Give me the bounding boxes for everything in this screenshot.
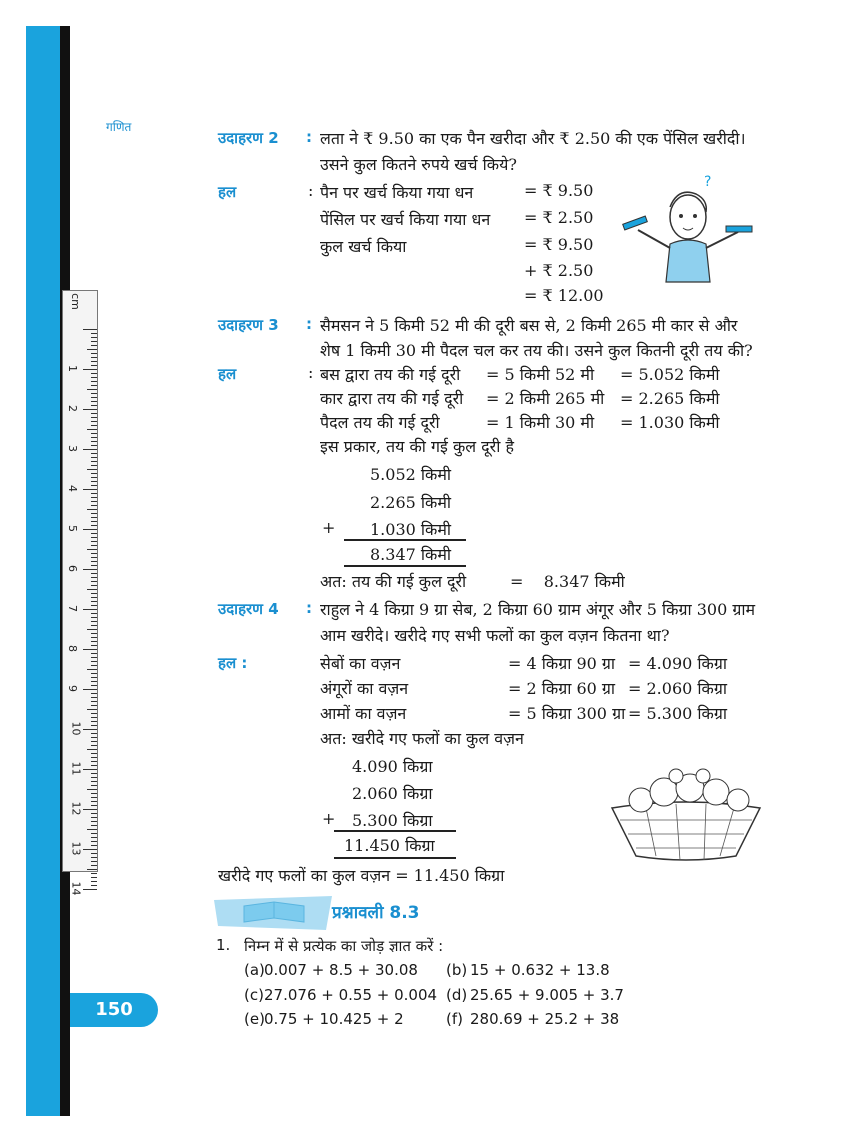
ruler-tick [91,537,97,538]
example3-plus: + [322,518,336,537]
part-b-expr: 15 + 0.632 + 13.8 [470,961,610,979]
example3-result-val: = 8.347 किमी [510,572,625,591]
example4-intro: अत: खरीदे गए फलों का कुल वज़न [320,729,524,748]
example4-row3-mid: = 5 किग्रा 300 ग्रा [508,704,626,723]
example4-question-line1: राहुल ने 4 किग्रा 9 ग्रा सेब, 2 किग्रा 60 ग्राम अंगूर और 5 किग्रा 300 ग्राम [320,600,756,619]
girl-with-pencil-illustration [618,172,758,284]
ruler-tick [91,693,97,694]
ruler-tick [87,509,97,510]
ruler-tick [91,733,97,734]
ruler-tick [91,461,97,462]
ruler-tick [87,749,97,750]
ruler-tick [91,445,97,446]
ruler-tick [91,517,97,518]
ruler-tick [91,393,97,394]
ruler-tick [91,845,97,846]
ruler-tick [91,701,97,702]
part-e-id: (e) [244,1010,265,1028]
ruler-number: 5 [66,525,79,532]
ruler-tick [91,801,97,802]
ruler-tick [91,633,97,634]
example3-row2-mid: = 2 किमी 265 मी [486,389,605,408]
ruler-tick [91,361,97,362]
ruler-tick [91,677,97,678]
ruler-tick [91,533,97,534]
ruler-tick [91,877,97,878]
ruler-number: 11 [69,761,83,776]
ruler-tick [91,697,97,698]
example4-row2-desc: अंगूरों का वज़न [320,679,409,698]
example4-row3-val: = 5.300 किग्रा [628,704,727,723]
ruler-tick [91,705,97,706]
ruler-number: 8 [66,645,79,652]
example4-solution-label: हल : [218,654,248,672]
example4-colon: : [306,599,312,617]
ruler-tick [91,493,97,494]
example3-row3-desc: पैदल तय की गई दूरी [320,413,440,432]
example3-row3-mid: = 1 किमी 30 मी [486,413,595,432]
ruler-tick [91,565,97,566]
ruler-tick [91,541,97,542]
ruler-tick [91,573,97,574]
ruler-tick [91,593,97,594]
ruler-tick [91,885,97,886]
example2-row3-val: = ₹ 9.50 [524,235,594,254]
example3-row1-val: = 5.052 किमी [620,365,720,384]
ruler-number: 3 [66,445,79,452]
side-color-strip [26,26,60,1116]
ruler-tick [91,741,97,742]
ruler-tick [91,773,97,774]
ruler-tick [91,477,97,478]
ruler-tick [91,377,97,378]
page-number-badge: 150 [70,993,158,1027]
fruit-basket-illustration [606,768,766,864]
ruler-tick [91,581,97,582]
example3-total: 8.347 किमी [370,545,452,564]
example3-row3-val: = 1.030 किमी [620,413,720,432]
ruler-number: 4 [66,485,79,492]
ruler-tick [91,665,97,666]
ruler-tick [83,569,97,570]
ruler-tick [83,769,97,770]
ruler-tick [91,757,97,758]
ruler-tick [91,381,97,382]
ruler-tick [91,497,97,498]
example4-result: खरीदे गए फलों का कुल वज़न = 11.450 किग्रा [218,866,505,885]
example4-sum-1: 4.090 किग्रा [352,757,433,776]
ruler-tick [91,341,97,342]
ruler-tick [91,413,97,414]
ruler-tick [91,365,97,366]
ruler-tick [91,817,97,818]
ruler-tick [83,849,97,850]
ruler-tick [91,337,97,338]
part-f-id: (f) [446,1010,463,1028]
part-a-expr: 0.007 + 8.5 + 30.08 [264,961,418,979]
ruler-tick [91,585,97,586]
ruler-tick [91,605,97,606]
ruler-tick [91,825,97,826]
example4-total: 11.450 किग्रा [344,836,435,855]
ruler-tick [91,737,97,738]
ruler-tick [91,837,97,838]
example3-label: उदाहरण 3 [218,316,279,334]
ruler-tick [91,657,97,658]
ruler-tick [91,353,97,354]
ruler-number: 1 [66,365,79,372]
example4-label: उदाहरण 4 [218,600,279,618]
part-f-expr: 280.69 + 25.2 + 38 [470,1010,620,1028]
ruler-tick [91,641,97,642]
ruler-tick [83,529,97,530]
ruler-tick [91,473,97,474]
ruler-tick [91,625,97,626]
ruler-tick [83,489,97,490]
ruler-tick [91,841,97,842]
ruler-tick [91,761,97,762]
ruler-tick [87,469,97,470]
ruler-tick [91,557,97,558]
example2-colon: : [306,128,312,146]
ruler-tick [91,865,97,866]
part-c-id: (c) [244,986,264,1004]
ruler-tick [83,689,97,690]
ruler-tick [91,457,97,458]
ruler-tick [91,333,97,334]
part-c-expr: 27.076 + 0.55 + 0.004 [264,986,438,1004]
example4-row3-desc: आमों का वज़न [320,704,407,723]
ruler-tick [91,357,97,358]
ruler-tick [91,785,97,786]
ruler-tick [91,881,97,882]
ruler-tick [91,685,97,686]
ruler-tick [87,549,97,550]
ruler-tick [83,609,97,610]
ruler-tick [83,889,97,890]
example3-row1-mid: = 5 किमी 52 मी [486,365,595,384]
example3-sum-line-top [344,539,466,541]
example3-intro: इस प्रकार, तय की गई कुल दूरी है [320,437,514,456]
ruler-tick [83,449,97,450]
ruler-tick [91,753,97,754]
part-d-id: (d) [446,986,468,1004]
part-b-id: (b) [446,961,468,979]
ruler-tick [87,709,97,710]
ruler-tick [91,777,97,778]
ruler-tick [87,669,97,670]
example3-row1-desc: बस द्वारा तय की गई दूरी [320,365,461,384]
ruler-number: 14 [69,881,83,896]
exercise-banner-book-icon [214,896,332,930]
example4-sum-line-bottom [334,857,456,859]
svg-text:?: ? [704,174,712,190]
ruler-tick [91,437,97,438]
ruler-tick [91,561,97,562]
ruler-tick [83,649,97,650]
ruler-tick [83,809,97,810]
example4-question-line2: आम खरीदे। खरीदे गए सभी फलों का कुल वज़न कितना था? [320,626,670,645]
ruler-number: 9 [66,685,79,692]
ruler-tick [91,745,97,746]
ruler-number: 10 [69,721,83,736]
example4-sum-3: 5.300 किग्रा [352,811,433,830]
ruler-number: 7 [66,605,79,612]
ruler-tick [91,397,97,398]
ruler-tick [91,485,97,486]
ruler-tick [91,401,97,402]
ruler-image [62,290,98,896]
example3-solution-label: हल [218,365,237,383]
ruler-tick [91,525,97,526]
ruler-tick [91,645,97,646]
ruler-tick [91,505,97,506]
ruler-tick [87,589,97,590]
ruler-tick [91,521,97,522]
example3-question-line1: सैमसन ने 5 किमी 52 मी की दूरी बस से, 2 किमी 265 मी कार से और [320,316,738,335]
example3-sum-1: 5.052 किमी [370,465,452,484]
example3-row2-desc: कार द्वारा तय की गई दूरी [320,389,464,408]
example3-sum-3: 1.030 किमी [370,520,452,539]
ruler-tick [91,513,97,514]
ruler-number: 2 [66,405,79,412]
example2-label: उदाहरण 2 [218,129,279,147]
ruler-tick [91,405,97,406]
ruler-tick [87,869,97,870]
example2-question-line2: उसने कुल कितने रुपये खर्च किये? [320,155,517,174]
ruler-tick [83,369,97,370]
ruler-tick [91,577,97,578]
running-header: गणित [106,120,132,134]
example2-row1-val: = ₹ 9.50 [524,181,594,200]
ruler-tick [91,501,97,502]
ruler-unit-label: cm [68,293,82,310]
ruler-tick [91,433,97,434]
ruler-tick [91,781,97,782]
ruler-tick [91,793,97,794]
example2-question-line1: लता ने ₹ 9.50 का एक पैन खरीदा और ₹ 2.50 की एक पेंसिल खरीदी। [320,129,746,148]
ruler-tick [91,861,97,862]
ruler-tick [83,729,97,730]
ruler-tick [91,453,97,454]
ruler-tick [87,629,97,630]
example2-row4-val: + ₹ 2.50 [524,261,594,280]
ruler-tick [91,425,97,426]
ruler-tick [91,721,97,722]
ruler-tick [91,821,97,822]
ruler-tick [91,765,97,766]
example4-row1-val: = 4.090 किग्रा [628,654,727,673]
ruler-tick [91,621,97,622]
example3-row2-val: = 2.265 किमी [620,389,720,408]
ruler-tick [91,617,97,618]
ruler-tick [91,873,97,874]
ruler-tick [91,553,97,554]
ruler-tick [91,681,97,682]
example2-row1-desc: पैन पर खर्च किया गया धन [320,183,474,202]
part-a-id: (a) [244,961,265,979]
example4-row1-desc: सेबों का वज़न [320,654,401,673]
ruler-tick [91,637,97,638]
ruler-tick [91,813,97,814]
ruler-tick [91,673,97,674]
exercise-title: प्रश्नावली 8.3 [332,903,420,923]
ruler-tick [91,853,97,854]
example4-plus: + [322,809,336,828]
ruler-tick [91,465,97,466]
part-d-expr: 25.65 + 9.005 + 3.7 [470,986,624,1004]
ruler-tick [91,805,97,806]
ruler-tick [91,545,97,546]
ruler-tick [83,329,97,330]
ruler-tick [91,481,97,482]
example4-sum-2: 2.060 किग्रा [352,784,433,803]
example4-row2-val: = 2.060 किग्रा [628,679,727,698]
example2-solution-label: हल [218,183,237,201]
ruler-tick [83,409,97,410]
ruler-number: 6 [66,565,79,572]
ruler-tick [91,421,97,422]
ruler-tick [91,613,97,614]
ruler-number: 12 [69,801,83,816]
example2-row2-val: = ₹ 2.50 [524,208,594,227]
example3-sum-2: 2.265 किमी [370,493,452,512]
ruler-tick [87,389,97,390]
example3-colon: : [306,315,312,333]
ruler-number: 13 [69,841,83,856]
ruler-tick [91,417,97,418]
ruler-tick [87,789,97,790]
ruler-tick [91,385,97,386]
ruler-tick [91,713,97,714]
example4-row2-mid: = 2 किग्रा 60 ग्रा [508,679,616,698]
ruler-tick [91,797,97,798]
exercise-q1-number: 1. [216,936,231,954]
ruler-tick [91,597,97,598]
ruler-tick [91,833,97,834]
ruler-tick [91,601,97,602]
ruler-tick [87,829,97,830]
example3-sum-line-bottom [344,565,466,567]
ruler-tick [87,429,97,430]
example2-row2-desc: पेंसिल पर खर्च किया गया धन [320,210,491,229]
ruler-tick [91,441,97,442]
example3-result-label: अत: तय की गई कुल दूरी [320,572,467,591]
example3-question-line2: शेष 1 किमी 30 मी पैदल चल कर तय की। उसने कुल कितनी दूरी तय की? [320,341,753,360]
example2-row5-val: = ₹ 12.00 [524,286,604,305]
example2-row3-desc: कुल खर्च किया [320,237,407,256]
ruler-tick [91,661,97,662]
ruler-tick [91,653,97,654]
ruler-tick [91,725,97,726]
ruler-tick [91,857,97,858]
ruler-tick [87,349,97,350]
example4-sum-line-top [334,830,456,832]
exercise-q1-text: निम्न में से प्रत्येक का जोड़ ज्ञात करें : [244,937,444,955]
example4-row1-mid: = 4 किग्रा 90 ग्रा [508,654,616,673]
ruler-tick [91,345,97,346]
ruler-tick [91,717,97,718]
part-e-expr: 0.75 + 10.425 + 2 [264,1010,404,1028]
ruler-tick [91,373,97,374]
